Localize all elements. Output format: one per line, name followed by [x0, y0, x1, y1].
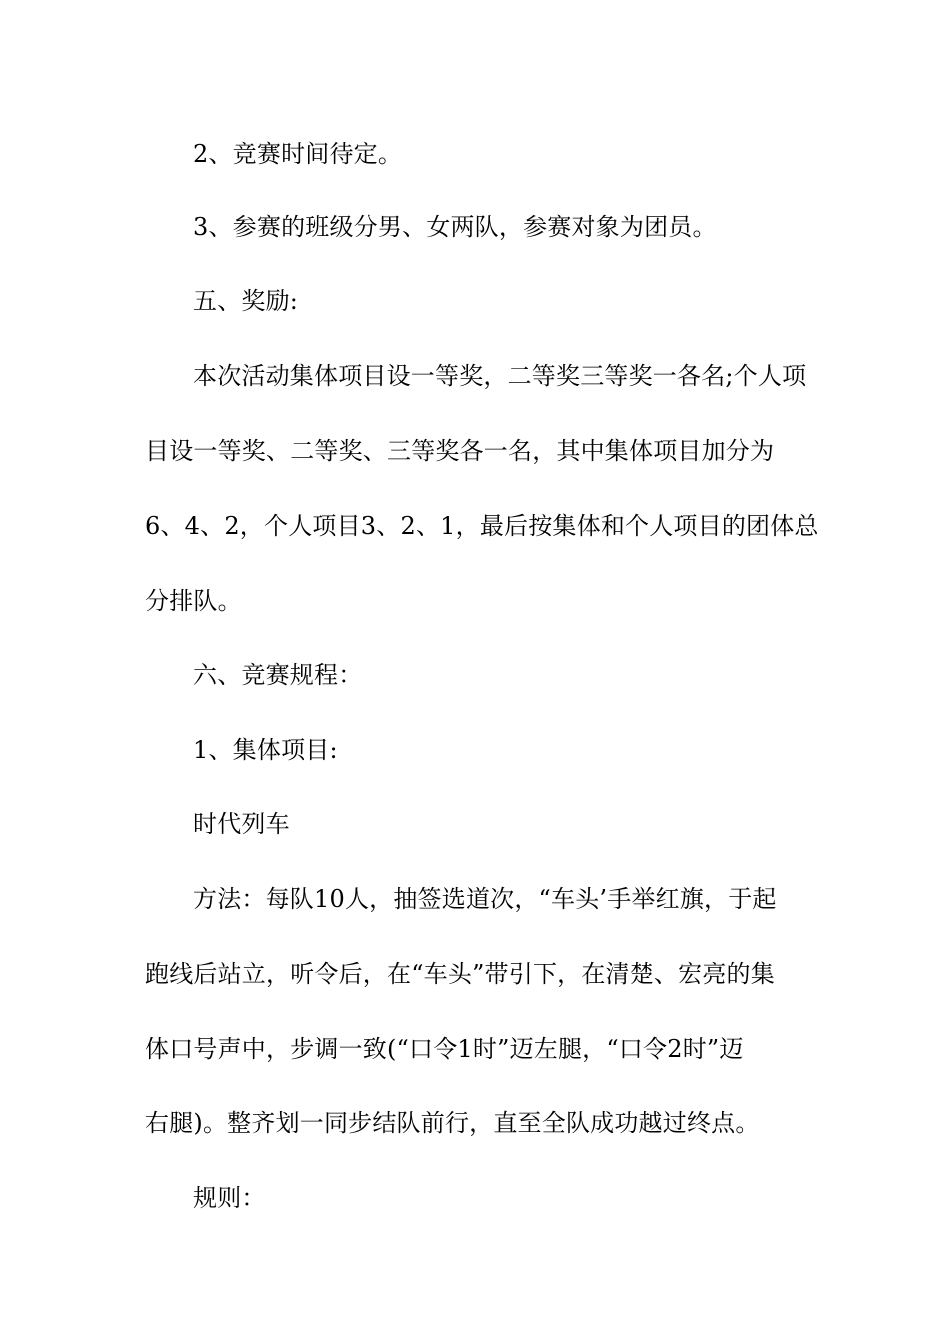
subheading-group-event: 1、集体项目: — [193, 736, 338, 764]
paragraph-method-line-1: 方法：每队10人，抽签选道次，“车头’手举红旗，于起 — [193, 885, 777, 913]
paragraph-teams: 3、参赛的班级分男、女两队，参赛对象为团员。 — [193, 213, 717, 241]
paragraph-awards-line-2: 目设一等奖、二等奖、三等奖各一名，其中集体项目加分为 — [145, 437, 775, 465]
subheading-rules: 规则： — [193, 1184, 266, 1212]
paragraph-competition-time: 2、竞赛时间待定。 — [193, 140, 403, 168]
paragraph-method-line-2: 跑线后站立，听令后，在“车头”带引下，在清楚、宏亮的集 — [145, 960, 775, 988]
paragraph-method-line-4: 右腿)。整齐划一同步结队前行，直至全队成功越过终点。 — [145, 1109, 760, 1137]
event-title: 时代列车 — [193, 810, 290, 838]
paragraph-awards-line-4: 分排队。 — [145, 587, 242, 615]
section-heading-rules: 六、竞赛规程： — [193, 661, 363, 689]
section-heading-awards: 五、奖励: — [193, 287, 299, 315]
paragraph-awards-line-1: 本次活动集体项目设一等奖，二等奖三等奖一各名;个人项 — [193, 362, 807, 390]
paragraph-awards-line-3: 6、4、2，个人项目3、2、1，最后按集体和个人项目的团体总 — [145, 512, 819, 540]
paragraph-method-line-3: 体口号声中，步调一致(“口令1时”迈左腿，“口令2时”迈 — [145, 1035, 744, 1063]
